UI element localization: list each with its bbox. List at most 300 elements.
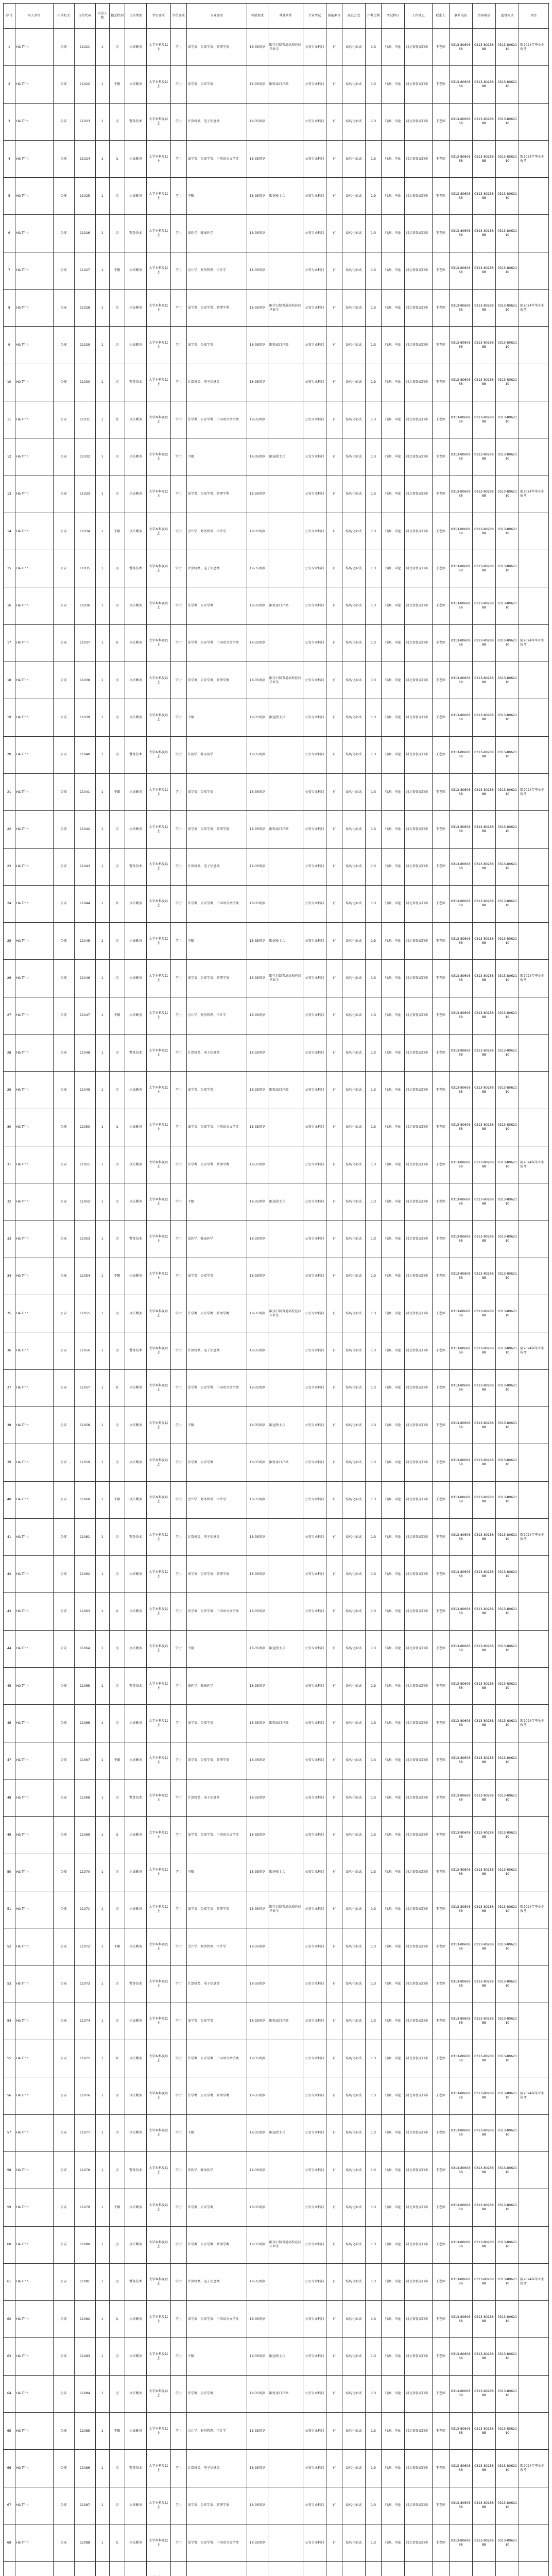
edu-cell: 学士	[170, 2450, 186, 2487]
supervise-cell: 0313-8062110	[496, 1481, 519, 1518]
agency-cell: 公安	[53, 624, 74, 662]
agency-cell: 公安	[53, 811, 74, 848]
age-cell: 18-35周岁	[247, 66, 268, 103]
ratio-cell: 1:3	[366, 1817, 382, 1854]
count-cell: 1	[95, 1668, 109, 1705]
test-cell	[326, 2562, 342, 2576]
employer-cell: Hà Tĩnh	[15, 1295, 53, 1332]
seq-cell: 6	[4, 215, 15, 252]
major-cell: 法学类、公安学类、管理学类	[186, 662, 247, 699]
interview-cell: 结构化面试	[342, 997, 365, 1034]
consult-cell: 0313-8028888	[472, 960, 495, 997]
contact-cell: 王老师	[432, 662, 449, 699]
ratio-cell: 1:3	[366, 2226, 382, 2263]
other-cell	[268, 2487, 303, 2524]
exam-cell: 公安专业科目	[303, 2114, 326, 2151]
agency-cell: 公安	[53, 2375, 74, 2412]
contact-cell: 王老师	[432, 1109, 449, 1146]
seq-cell: 56	[4, 2077, 15, 2114]
other-cell: 限张家口户籍	[268, 1705, 303, 1742]
contact-cell: 王老师	[432, 1369, 449, 1406]
edu-cell: 学士	[170, 66, 186, 103]
phone-cell: 0313-8060868	[449, 550, 472, 587]
note-cell	[519, 2301, 549, 2338]
seq-cell: 39	[4, 1444, 15, 1481]
major-cell: 法学类、公安学类、中国语言文学类	[186, 140, 247, 177]
degree-cell: 大学本科及以上	[146, 2040, 170, 2077]
gender-cell: 不限	[109, 252, 125, 289]
major-cell: 不限	[186, 178, 247, 215]
subject-cell: 行测、申论	[382, 1035, 405, 1072]
ratio-cell: 1:3	[366, 364, 382, 401]
count-cell: 1	[95, 1295, 109, 1332]
degree-cell: 大学本科及以上	[146, 215, 170, 252]
agency-cell: 公安	[53, 1965, 74, 2003]
edu-cell: 学士	[170, 1668, 186, 1705]
count-cell: 1	[95, 736, 109, 773]
agency-cell: 公安	[53, 1817, 74, 1854]
phone-cell: 0313-8060868	[449, 2487, 472, 2524]
column-header: 备注	[519, 4, 549, 29]
agency-cell: 公安	[53, 1518, 74, 1555]
note-cell: 限2024年毕业生报考	[519, 773, 549, 810]
contact-cell: 王老师	[432, 1481, 449, 1518]
place-cell: 河北省张家口市	[405, 2077, 432, 2114]
count-cell: 1	[95, 513, 109, 550]
ratio-cell: 1:3	[366, 2375, 382, 2412]
seq-cell: 14	[4, 513, 15, 550]
count-cell: 1	[95, 1593, 109, 1630]
subject-cell: 行测、申论	[382, 2413, 405, 2450]
agency-cell: 公安	[53, 29, 74, 66]
major-cell: 计算机类、电子信息类	[186, 1518, 247, 1555]
exam-cell: 公安专业科目	[303, 1146, 326, 1183]
major-cell: 法医学、临床医学	[186, 1221, 247, 1258]
table-row	[4, 2487, 549, 2524]
phone-cell: 0313-8060868	[449, 1556, 472, 1593]
supervise-cell: 0313-8062110	[496, 1109, 519, 1146]
major-cell: 法学类、公安学类、管理学类	[186, 811, 247, 848]
age-cell: 18-35周岁	[247, 997, 268, 1034]
edu-cell: 学士	[170, 2003, 186, 2040]
consult-cell: 0313-8028888	[472, 550, 495, 587]
gender-cell: 女	[109, 2524, 125, 2561]
contact-cell: 王老师	[432, 1556, 449, 1593]
agency-cell: 公安	[53, 1593, 74, 1630]
gender-cell: 男	[109, 178, 125, 215]
type-cell: 警务技术	[125, 2450, 146, 2487]
supervise-cell: 0313-8062110	[496, 811, 519, 848]
gender-cell: 男	[109, 662, 125, 699]
table-row	[4, 215, 549, 252]
exam-cell: 公安专业科目	[303, 1928, 326, 1965]
count-cell: 1	[95, 140, 109, 177]
age-cell: 18-35周岁	[247, 1668, 268, 1705]
gender-cell: 男	[109, 2226, 125, 2263]
seq-cell: 4	[4, 140, 15, 177]
subject-cell: 行测、申论	[382, 848, 405, 885]
place-cell: 河北省张家口市	[405, 2487, 432, 2524]
gender-cell: 男	[109, 1406, 125, 1444]
type-cell: 执法勤务	[125, 699, 146, 736]
employer-cell: Hà Tĩnh	[15, 513, 53, 550]
place-cell: 河北省张家口市	[405, 1183, 432, 1221]
seq-cell: 2	[4, 66, 15, 103]
other-cell	[268, 2524, 303, 2561]
agency-cell: 公安	[53, 1406, 74, 1444]
other-cell	[268, 2189, 303, 2226]
major-cell: 法学类、公安学类、管理学类	[186, 1742, 247, 1779]
type-cell: 执法勤务	[125, 1854, 146, 1891]
code-cell: 11072	[74, 1928, 95, 1965]
gender-cell: 男	[109, 1444, 125, 1481]
phone-cell: 0313-8060868	[449, 1779, 472, 1816]
exam-cell: 公安专业科目	[303, 811, 326, 848]
major-cell: 法学类、公安学类、中国语言文学类	[186, 624, 247, 662]
interview-cell: 结构化面试	[342, 885, 365, 922]
edu-cell: 学士	[170, 1221, 186, 1258]
ratio-cell: 1:3	[366, 699, 382, 736]
code-cell	[74, 2562, 95, 2576]
ratio-cell: 1:3	[366, 811, 382, 848]
consult-cell: 0313-8028888	[472, 1593, 495, 1630]
note-cell	[519, 1183, 549, 1221]
count-cell: 1	[95, 29, 109, 66]
supervise-cell: 0313-8062110	[496, 2524, 519, 2561]
agency-cell: 公安	[53, 848, 74, 885]
exam-cell: 公安专业科目	[303, 1518, 326, 1555]
place-cell: 河北省张家口市	[405, 1817, 432, 1854]
other-cell	[268, 624, 303, 662]
subject-cell: 行测、申论	[382, 2524, 405, 2561]
count-cell: 1	[95, 1891, 109, 1928]
edu-cell: 学士	[170, 1965, 186, 2003]
place-cell: 河北省张家口市	[405, 811, 432, 848]
supervise-cell: 0313-8062110	[496, 215, 519, 252]
consult-cell: 0313-8028888	[472, 140, 495, 177]
employer-cell: Hà Tĩnh	[15, 1965, 53, 2003]
age-cell: 18-35周岁	[247, 1183, 268, 1221]
consult-cell: 0313-8028888	[472, 624, 495, 662]
type-cell: 执法勤务	[125, 960, 146, 997]
gender-cell: 男	[109, 2077, 125, 2114]
edu-cell: 学士	[170, 2226, 186, 2263]
ratio-cell: 1:3	[366, 1928, 382, 1965]
agency-cell: 公安	[53, 2114, 74, 2151]
type-cell: 执法勤务	[125, 1295, 146, 1332]
table-row	[4, 2562, 549, 2576]
employer-cell: Hà Tĩnh	[15, 364, 53, 401]
type-cell: 执法勤务	[125, 178, 146, 215]
place-cell: 河北省张家口市	[405, 2524, 432, 2561]
age-cell: 18-35周岁	[247, 2040, 268, 2077]
major-cell: 法学类、公安学类	[186, 2189, 247, 2226]
table-row	[4, 140, 549, 177]
other-cell	[268, 736, 303, 773]
subject-cell: 行测、申论	[382, 66, 405, 103]
count-cell: 1	[95, 1965, 109, 2003]
employer-cell: Hà Tĩnh	[15, 1854, 53, 1891]
place-cell: 河北省张家口市	[405, 1668, 432, 1705]
age-cell: 18-35周岁	[247, 1965, 268, 2003]
seq-cell: 38	[4, 1406, 15, 1444]
subject-cell: 行测、申论	[382, 215, 405, 252]
employer-cell: Hà Tĩnh	[15, 215, 53, 252]
major-cell: 法学类、公安学类、管理学类	[186, 476, 247, 513]
gender-cell: 男	[109, 1072, 125, 1109]
test-cell: 有	[326, 1332, 342, 1369]
contact-cell: 王老师	[432, 2151, 449, 2189]
gender-cell: 男	[109, 1295, 125, 1332]
gender-cell: 男	[109, 1518, 125, 1555]
contact-cell: 王老师	[432, 2040, 449, 2077]
degree-cell: 大学本科及以上	[146, 1369, 170, 1406]
employer-cell: Hà Tĩnh	[15, 438, 53, 476]
supervise-cell: 0313-8062110	[496, 29, 519, 66]
seq-cell: 1	[4, 29, 15, 66]
major-cell: 计算机类、电子信息类	[186, 103, 247, 140]
age-cell: 18-35周岁	[247, 662, 268, 699]
edu-cell: 学士	[170, 1854, 186, 1891]
supervise-cell: 0313-8062110	[496, 103, 519, 140]
phone-cell: 0313-8060868	[449, 103, 472, 140]
agency-cell: 公安	[53, 2450, 74, 2487]
edu-cell: 学士	[170, 438, 186, 476]
type-cell: 执法勤务	[125, 1406, 146, 1444]
table-row	[4, 1332, 549, 1369]
type-cell: 执法勤务	[125, 2003, 146, 2040]
supervise-cell: 0313-8062110	[496, 2040, 519, 2077]
contact-cell: 王老师	[432, 2003, 449, 2040]
table-row	[4, 1444, 549, 1481]
supervise-cell: 0313-8062110	[496, 1705, 519, 1742]
major-cell: 会计学、财务管理、审计学	[186, 1928, 247, 1965]
major-cell: 计算机类、电子信息类	[186, 848, 247, 885]
interview-cell: 结构化面试	[342, 1556, 365, 1593]
supervise-cell	[496, 2562, 519, 2576]
employer-cell: Hà Tĩnh	[15, 2077, 53, 2114]
seq-cell: 31	[4, 1146, 15, 1183]
code-cell: 11061	[74, 1518, 95, 1555]
ratio-cell: 1:3	[366, 327, 382, 364]
exam-cell: 公安专业科目	[303, 252, 326, 289]
count-cell: 1	[95, 1406, 109, 1444]
phone-cell: 0313-8060868	[449, 1965, 472, 2003]
count-cell: 1	[95, 1556, 109, 1593]
other-cell	[268, 1332, 303, 1369]
employer-cell: Hà Tĩnh	[15, 885, 53, 922]
seq-cell: 33	[4, 1221, 15, 1258]
count-cell: 1	[95, 2189, 109, 2226]
place-cell: 河北省张家口市	[405, 2003, 432, 2040]
interview-cell: 结构化面试	[342, 103, 365, 140]
employer-cell: Hà Tĩnh	[15, 476, 53, 513]
place-cell: 河北省张家口市	[405, 513, 432, 550]
note-cell: 限2024年毕业生报考	[519, 1518, 549, 1555]
other-cell	[268, 215, 303, 252]
agency-cell: 公安	[53, 550, 74, 587]
degree-cell: 大学本科及以上	[146, 1630, 170, 1667]
code-cell: 11058	[74, 1406, 95, 1444]
edu-cell: 学士	[170, 1258, 186, 1295]
consult-cell: 0313-8028888	[472, 1928, 495, 1965]
agency-cell: 公安	[53, 1332, 74, 1369]
note-cell: 限2024年毕业生报考	[519, 476, 549, 513]
employer-cell: Hà Tĩnh	[15, 1258, 53, 1295]
employer-cell: Hà Tĩnh	[15, 1072, 53, 1109]
supervise-cell: 0313-8062110	[496, 1146, 519, 1183]
consult-cell: 0313-8028888	[472, 848, 495, 885]
ratio-cell: 1:3	[366, 1705, 382, 1742]
type-cell: 执法勤务	[125, 1369, 146, 1406]
agency-cell: 公安	[53, 2151, 74, 2189]
phone-cell: 0313-8060868	[449, 401, 472, 438]
interview-cell: 结构化面试	[342, 140, 365, 177]
consult-cell: 0313-8028888	[472, 103, 495, 140]
type-cell: 执法勤务	[125, 997, 146, 1034]
note-cell: 限2024年毕业生报考	[519, 1705, 549, 1742]
subject-cell: 行测、申论	[382, 1705, 405, 1742]
employer-cell: Hà Tĩnh	[15, 2338, 53, 2375]
contact-cell: 王老师	[432, 364, 449, 401]
age-cell: 18-35周岁	[247, 2263, 268, 2300]
subject-cell: 行测、申论	[382, 2301, 405, 2338]
employer-cell: Hà Tĩnh	[15, 1035, 53, 1072]
phone-cell: 0313-8060868	[449, 140, 472, 177]
contact-cell: 王老师	[432, 2375, 449, 2412]
supervise-cell: 0313-8062110	[496, 1928, 519, 1965]
ratio-cell: 1:3	[366, 960, 382, 997]
edu-cell: 学士	[170, 1593, 186, 1630]
subject-cell: 行测、申论	[382, 401, 405, 438]
employer-cell: Hà Tĩnh	[15, 178, 53, 215]
subject-cell: 行测、申论	[382, 1406, 405, 1444]
subject-cell: 行测、申论	[382, 736, 405, 773]
table-row	[4, 2301, 549, 2338]
test-cell: 有	[326, 2226, 342, 2263]
employer-cell	[15, 2562, 53, 2576]
major-cell: 不限	[186, 1406, 247, 1444]
gender-cell: 男	[109, 476, 125, 513]
other-cell: 限张家口户籍	[268, 1072, 303, 1109]
subject-cell: 行测、申论	[382, 1668, 405, 1705]
age-cell: 18-35周岁	[247, 1221, 268, 1258]
age-cell: 18-35周岁	[247, 327, 268, 364]
note-cell	[519, 2375, 549, 2412]
place-cell: 河北省张家口市	[405, 885, 432, 922]
employer-cell: Hà Tĩnh	[15, 624, 53, 662]
code-cell: 11086	[74, 2450, 95, 2487]
place-cell: 河北省张家口市	[405, 1705, 432, 1742]
seq-cell: 63	[4, 2338, 15, 2375]
degree-cell: 大学本科及以上	[146, 1779, 170, 1816]
interview-cell: 结构化面试	[342, 1109, 365, 1146]
supervise-cell: 0313-8062110	[496, 662, 519, 699]
degree-cell: 大学本科及以上	[146, 1109, 170, 1146]
phone-cell: 0313-8060868	[449, 2450, 472, 2487]
other-cell: 限退役士兵	[268, 178, 303, 215]
major-cell: 法学类、公安学类、中国语言文学类	[186, 2040, 247, 2077]
test-cell: 有	[326, 699, 342, 736]
code-cell: 11024	[74, 140, 95, 177]
major-cell: 不限	[186, 438, 247, 476]
phone-cell: 0313-8060868	[449, 364, 472, 401]
table-row	[4, 1146, 549, 1183]
employer-cell: Hà Tĩnh	[15, 1221, 53, 1258]
count-cell: 1	[95, 1854, 109, 1891]
employer-cell: Hà Tĩnh	[15, 2375, 53, 2412]
consult-cell: 0313-8028888	[472, 1630, 495, 1667]
other-cell: 限退役士兵	[268, 699, 303, 736]
table-row	[4, 811, 549, 848]
interview-cell: 结构化面试	[342, 1035, 365, 1072]
position-table-container	[3, 3, 549, 2576]
note-cell	[519, 103, 549, 140]
note-cell	[519, 1406, 549, 1444]
place-cell: 河北省张家口市	[405, 290, 432, 327]
age-cell: 18-35周岁	[247, 1146, 268, 1183]
gender-cell: 不限	[109, 1742, 125, 1779]
table-row	[4, 923, 549, 960]
place-cell: 河北省张家口市	[405, 1630, 432, 1667]
count-cell: 1	[95, 1035, 109, 1072]
code-cell: 11081	[74, 2263, 95, 2300]
subject-cell: 行测、申论	[382, 2151, 405, 2189]
gender-cell: 男	[109, 1183, 125, 1221]
count-cell: 1	[95, 1481, 109, 1518]
other-cell	[268, 997, 303, 1034]
table-row	[4, 2040, 549, 2077]
agency-cell: 公安	[53, 997, 74, 1034]
note-cell	[519, 1221, 549, 1258]
age-cell: 18-35周岁	[247, 624, 268, 662]
employer-cell: Hà Tĩnh	[15, 587, 53, 624]
subject-cell: 行测、申论	[382, 811, 405, 848]
count-cell: 1	[95, 2524, 109, 2561]
place-cell: 河北省张家口市	[405, 140, 432, 177]
place-cell: 河北省张家口市	[405, 401, 432, 438]
table-row	[4, 773, 549, 810]
place-cell: 河北省张家口市	[405, 2375, 432, 2412]
consult-cell: 0313-8028888	[472, 699, 495, 736]
employer-cell: Hà Tĩnh	[15, 1891, 53, 1928]
major-cell: 法学类、公安学类、管理学类	[186, 960, 247, 997]
type-cell: 警务技术	[125, 736, 146, 773]
table-row	[4, 624, 549, 662]
other-cell	[268, 1556, 303, 1593]
column-header: 联系电话	[449, 4, 472, 29]
table-row	[4, 1817, 549, 1854]
note-cell	[519, 66, 549, 103]
supervise-cell: 0313-8062110	[496, 960, 519, 997]
edu-cell: 学士	[170, 364, 186, 401]
other-cell: 限全日制普通高校应届毕业生	[268, 1891, 303, 1928]
edu-cell: 学士	[170, 624, 186, 662]
table-row	[4, 1406, 549, 1444]
agency-cell: 公安	[53, 1630, 74, 1667]
interview-cell: 结构化面试	[342, 2413, 365, 2450]
consult-cell: 0313-8028888	[472, 997, 495, 1034]
age-cell: 18-35周岁	[247, 438, 268, 476]
count-cell: 1	[95, 215, 109, 252]
edu-cell: 学士	[170, 1146, 186, 1183]
edu-cell: 学士	[170, 1035, 186, 1072]
major-cell: 法学类、公安学类	[186, 1072, 247, 1109]
type-cell: 执法勤务	[125, 2413, 146, 2450]
test-cell: 有	[326, 1444, 342, 1481]
count-cell: 1	[95, 2114, 109, 2151]
consult-cell	[472, 2562, 495, 2576]
